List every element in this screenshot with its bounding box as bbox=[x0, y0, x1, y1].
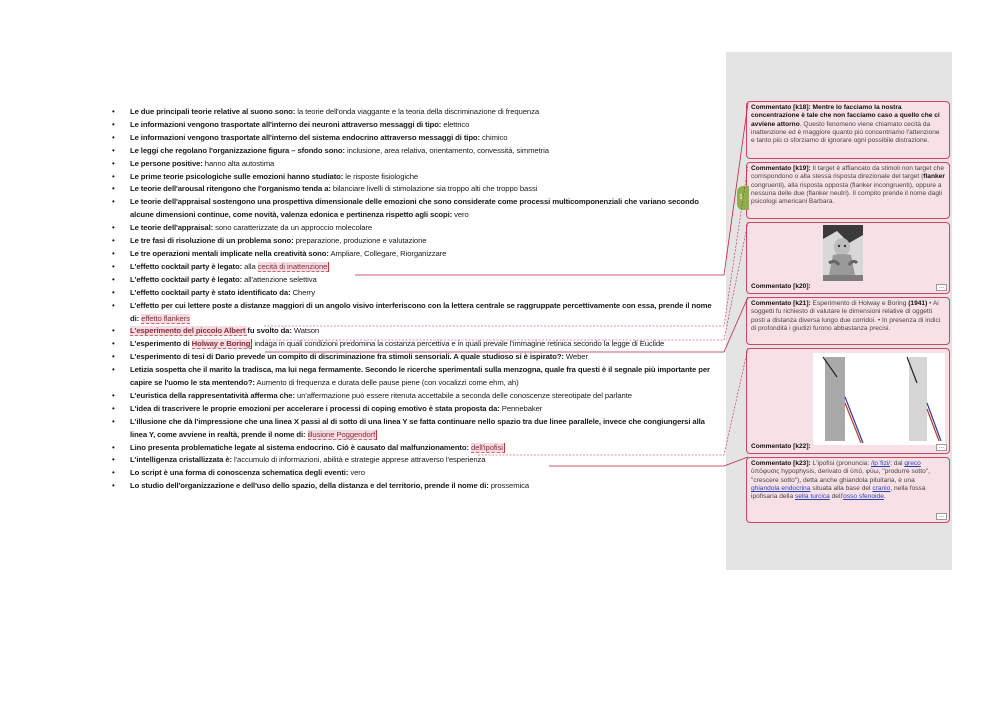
expand-comment-button[interactable]: ... bbox=[936, 444, 947, 451]
question-text: Le teorie dell'appraisal: bbox=[130, 223, 214, 233]
question-text: Le informazioni vengono trasportate all'interno dei neuroni attraverso messaggi di tipo: bbox=[130, 119, 442, 129]
question-text: Le teorie dell'appraisal sostengono una prospettiva dimensionale delle emozioni che sono considerate come processi multicomponenziali che variano secondo alcune dimensioni continue, come novità, valenza edonica e pertinenza rispetto agli scopi: bbox=[130, 197, 699, 220]
question-text: Lino presenta problematiche legate al sistema endocrino. Ciò è causato dal malfunzionamento: bbox=[130, 442, 469, 452]
comment-text: hypophysis, derivato di bbox=[779, 468, 851, 476]
answer-text: preparazione, produzione e valutazione bbox=[293, 236, 427, 246]
question-text: Le due principali teorie relative al suono sono: bbox=[130, 107, 296, 116]
comment-bold-text: (1941) bbox=[908, 300, 928, 307]
answer-text: chimico bbox=[480, 132, 508, 142]
question-text: Lo script è una forma di conoscenza schematica degli eventi: bbox=[130, 468, 349, 478]
baby-photo-image bbox=[823, 225, 863, 281]
comment-text: situata alla base del bbox=[810, 484, 873, 492]
answer-text: Weber bbox=[563, 352, 588, 362]
comment-k20[interactable] bbox=[746, 222, 950, 294]
list-item bbox=[112, 196, 718, 222]
ghiandola-endocrina-link[interactable]: ghiandola endocrina bbox=[751, 484, 811, 492]
answer-text: prossemica bbox=[488, 481, 530, 491]
answer-text: Pennebaker bbox=[499, 403, 543, 413]
answer-text: Ampliare, Collegare, Riorganizzare bbox=[328, 248, 447, 258]
question-text: L'euristica della rappresentatività afferma che: bbox=[130, 390, 295, 400]
answer-text: bilanciare livelli di stimolazione sia troppo alti che troppo bassi bbox=[330, 184, 538, 194]
greek-word: ὑπόφυσις bbox=[751, 468, 780, 476]
comment-text: . bbox=[883, 493, 886, 501]
comment-author-label: Commentato [k18]: bbox=[751, 104, 811, 111]
comment-author-label: Commentato [k19]: bbox=[751, 165, 811, 172]
greek-word: ὑπό bbox=[850, 468, 862, 476]
list-item bbox=[112, 171, 718, 184]
list-item bbox=[112, 183, 718, 196]
expand-comment-button[interactable]: ... bbox=[936, 513, 947, 520]
list-item bbox=[112, 390, 718, 403]
qa-bullet-list bbox=[112, 106, 718, 493]
question-text: L'illusione che dà l'impressione che una linea X passi al di sotto di una linea Y se fatta continuare nello spazio tra due linee parallele, invece che congiungersi alla linea Y, come avviene in realtà, prende il nome di: bbox=[130, 416, 705, 439]
question-text: Lo studio dell'organizzazione e dell'uso dello spazio, della distanza e del territorio, prende il nome di: bbox=[130, 481, 489, 491]
list-item bbox=[112, 480, 718, 493]
answer-text: Watson bbox=[291, 326, 320, 336]
comment-author-label: Commentato [k21]: bbox=[751, 300, 811, 307]
list-item bbox=[112, 119, 718, 132]
question-text: L'idea di trascrivere le proprie emozioni per accelerare i processi di coping emotivo è stata proposta da: bbox=[130, 403, 500, 413]
comment-anchor-highlight[interactable]: Holway e Boring bbox=[191, 339, 251, 349]
question-text: Le leggi che regolano l'organizzazione figura – sfondo sono: bbox=[130, 145, 345, 155]
list-item bbox=[112, 338, 718, 351]
comment-text: congruenti), alla risposta opposta (flanker incongruenti), oppure a nessuna delle due (flanker neutri). Il compito prende il nome dagli psicologi americani Barbara. bbox=[751, 181, 942, 206]
question-text: L'esperimento di tesi di Dario prevede un compito di discriminazione fra stimoli sensoriali. A quale studioso si è ispirato?: bbox=[130, 352, 564, 362]
list-item bbox=[112, 235, 718, 248]
answer-text: all'attenzione selettiva bbox=[242, 274, 317, 284]
list-item bbox=[112, 261, 718, 274]
comment-text: Il target è affiancato da stimoli non target che corrispondono o alla stessa risposta direzionale del target ( bbox=[751, 165, 945, 181]
comment-text: Esperimento di Holway e Boring bbox=[810, 300, 909, 307]
question-text: L'effetto per cui lettere poste a distanze maggiori di un angolo visivo interferiscono con la lettera centrale se raggruppate percettivamente con essa, prende il nome di: bbox=[130, 300, 712, 323]
list-item bbox=[112, 145, 718, 158]
list-item bbox=[112, 132, 718, 145]
list-item bbox=[112, 158, 718, 171]
answer-text: l'accumulo di informazioni, abilità e strategie apprese attraverso l'esperienza bbox=[232, 455, 486, 465]
comment-text: , bbox=[862, 468, 866, 476]
comment-anchor-highlight[interactable]: L'esperimento del piccolo Albert bbox=[130, 326, 248, 336]
list-item bbox=[112, 416, 718, 442]
question-text: L'effetto cocktail party è legato: bbox=[130, 274, 243, 284]
list-item bbox=[112, 442, 718, 455]
comment-text: , nella fossa ipofisaria della bbox=[751, 484, 926, 501]
question-text: L'esperimento di bbox=[130, 339, 192, 349]
greek-word: φύω bbox=[865, 468, 879, 476]
comment-k18[interactable] bbox=[746, 101, 950, 159]
cranio-link[interactable]: cranio bbox=[872, 484, 891, 492]
comment-k19[interactable] bbox=[746, 162, 950, 219]
expand-comment-button[interactable]: ... bbox=[936, 284, 947, 291]
question-text: L'effetto cocktail party è stato identificato da: bbox=[130, 287, 291, 297]
list-item bbox=[112, 300, 718, 326]
question-text: Le teorie dell'arousal ritengono che l'organismo tenda a: bbox=[130, 184, 331, 194]
greco-link[interactable]: greco bbox=[904, 460, 921, 467]
comment-text: dell' bbox=[829, 493, 844, 501]
comment-bold-text: flanker bbox=[923, 173, 945, 181]
comment-text: • Ai soggetti fu richiesto di valutare le dimensioni relative di oggetti posti a distanza diversa lungo due corridoi. • In presenza di indici di profondità i giudizi furono abbastanza precisi. bbox=[751, 300, 941, 332]
question-text: fu svolto da: bbox=[247, 326, 292, 336]
comment-k22[interactable] bbox=[746, 348, 950, 454]
question-text: Letizia sospetta che il marito la tradisca, ma lui nega fermamente. Secondo le ricerche sperimentali sulla menzogna, quale fra questi è il segnale più importante per capire se l'uomo le sta mentendo?: bbox=[130, 365, 710, 388]
list-item bbox=[112, 467, 718, 480]
list-item bbox=[112, 106, 718, 119]
comment-author-label: Commentato [k20]: bbox=[751, 282, 811, 290]
list-item bbox=[112, 325, 718, 338]
list-item bbox=[112, 274, 718, 287]
collapsed-comments-marker[interactable]: 1 bbox=[737, 186, 749, 210]
comment-text: , "produrre sotto", "crescere sotto"), detta anche ghiandola pituitaria, è una bbox=[751, 468, 930, 484]
question-text: Le tre operazioni mentali implicate nella creatività sono: bbox=[130, 248, 329, 258]
answer-text: Cherry bbox=[290, 287, 316, 297]
answer-text: vero bbox=[452, 210, 469, 220]
comment-text: . Questo fenomeno viene chiamato cecità da inattenzione ed è maggiore quanto più concentriamo l'attenzione e tanto più ci sforziamo di ignorare ogni possibile distrazione. bbox=[751, 120, 940, 145]
comment-anchor-highlight[interactable]: dell'ipofisi bbox=[471, 442, 503, 452]
question-text: Le informazioni vengono trasportate all'interno del sistema endocrino attraverso messaggi di tipo: bbox=[130, 132, 480, 142]
pronunciation-link[interactable]: /ipˈfizi/ bbox=[871, 460, 891, 467]
sella-turcica-link[interactable]: sella turcica bbox=[794, 493, 830, 501]
question-text: L'intelligenza cristallizzata è: bbox=[130, 455, 233, 465]
answer-text: vero bbox=[348, 468, 365, 478]
question-text: L'effetto cocktail party è legato: bbox=[130, 261, 243, 271]
answer-text: un'affermazione può essere ritenuta accettabile a seconda delle conoscenze stereotipate del parlante bbox=[294, 390, 632, 400]
answer-text: hanno alta autostima bbox=[202, 158, 275, 168]
poggendorff-illusion-image bbox=[813, 353, 945, 445]
comment-k21[interactable] bbox=[746, 297, 950, 345]
list-item bbox=[112, 364, 718, 390]
comment-bold-text: Mentre lo facciamo la nostra concentrazione è tale che non facciamo caso a quello che ci avviene attorno bbox=[751, 104, 940, 128]
comment-text: ; dal bbox=[890, 460, 905, 467]
answer-text: inclusione, area relativa, orientamento, convessità, simmetria bbox=[344, 145, 549, 155]
list-item bbox=[112, 287, 718, 300]
list-item bbox=[112, 403, 718, 416]
comment-anchor-highlight[interactable]: effetto flankers bbox=[141, 313, 190, 323]
list-item bbox=[112, 454, 718, 467]
question-text: Le prime teorie psicologiche sulle emozioni hanno studiato: bbox=[130, 171, 344, 181]
answer-text: alla bbox=[242, 261, 258, 271]
answer-text: le risposte fisiologiche bbox=[343, 171, 419, 181]
list-item bbox=[112, 351, 718, 364]
answer-text: Aumento di frequenza e durata delle pause piene (con vocalizzi come ehm, ah) bbox=[254, 378, 519, 388]
comment-k23[interactable] bbox=[746, 457, 950, 523]
comment-author-label: Commentato [k23]: bbox=[751, 460, 811, 467]
list-item bbox=[112, 222, 718, 235]
comment-author-label: Commentato [k22]: bbox=[751, 442, 811, 450]
answer-text: sono caratterizzate da un approccio molecolare bbox=[213, 223, 373, 233]
comment-anchor-highlight[interactable]: illusione Poggendorf bbox=[307, 429, 376, 439]
question-text: Le tre fasi di risoluzione di un problema sono: bbox=[130, 236, 294, 246]
comment-anchor-highlight[interactable]: cecità di inattenzione bbox=[257, 261, 328, 271]
osso-sfenoide-link[interactable]: osso sfenoide bbox=[843, 493, 884, 501]
question-text: Le persone positive: bbox=[130, 158, 203, 168]
answer-text: la teorie dell'onda viaggante e la teoria della discriminazione di frequenza bbox=[295, 107, 539, 116]
answer-text: elettrico bbox=[441, 119, 470, 129]
list-item bbox=[112, 248, 718, 261]
comment-pane bbox=[726, 52, 952, 570]
comment-text: L'ipofisi (pronuncia: bbox=[810, 460, 871, 467]
answer-text: indaga in quali condizioni predomina la costanza percettiva e in quali prevale l'immagine retinica secondo la legge di Euclide bbox=[252, 339, 665, 349]
